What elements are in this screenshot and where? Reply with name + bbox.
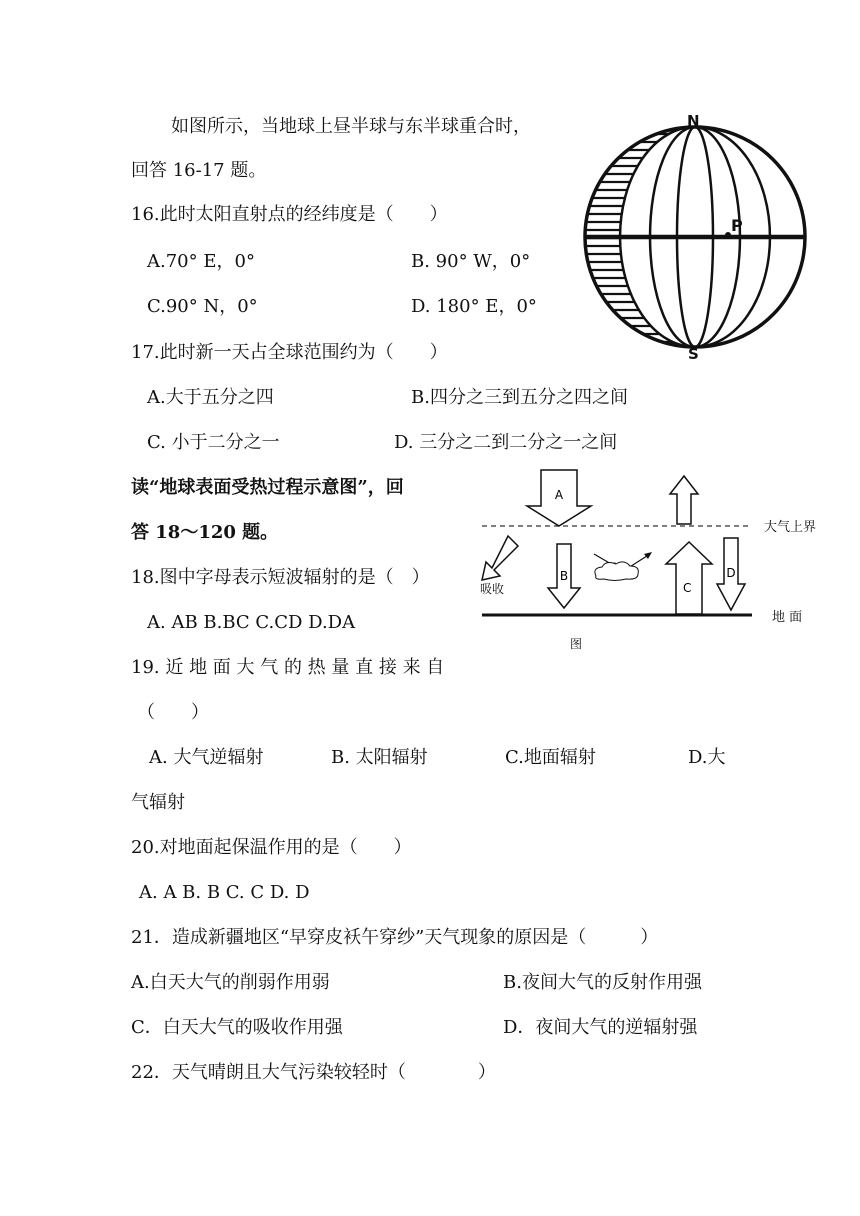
arrow-d-label: D (726, 566, 736, 580)
arrow-c-label: C (683, 581, 692, 595)
cloud-icon (595, 562, 638, 581)
heat-process-figure (478, 464, 838, 654)
q19-option-b: B. 太阳辐射 (331, 747, 428, 768)
q21-option-d: D．夜间大气的逆辐射强 (503, 1017, 698, 1038)
q19-paren: （ ） (137, 702, 209, 723)
north-label: N (687, 112, 700, 130)
q16-option-d: D. 180° E，0° (411, 296, 537, 317)
arrow-c (666, 542, 712, 614)
q22-stem: 22．天气晴朗且大气污染较轻时（ ） (131, 1062, 496, 1083)
ground-label: 地 面 (772, 610, 803, 625)
globe-figure (582, 112, 818, 362)
q18-options: A. AB B.BC C.CD D.DA (147, 612, 356, 633)
q17-option-d: D. 三分之二到二分之一之间 (394, 432, 618, 453)
figure-caption: 图 (570, 637, 583, 651)
q17-option-c: C. 小于二分之一 (147, 432, 280, 453)
q21-stem: 21．造成新疆地区“早穿皮袄午穿纱”天气现象的原因是（ ） (131, 927, 659, 948)
intro-line-1: 如图所示，当地球上昼半球与东半球重合时， (171, 116, 531, 137)
arrow-a-label: A (554, 488, 564, 502)
q20-stem: 20.对地面起保温作用的是（ ） (131, 837, 412, 858)
q17-stem: 17.此时新一天占全球范围约为（ ） (131, 342, 448, 363)
q16-option-b: B. 90° W，0° (411, 251, 531, 272)
arrow-b-label: B (559, 569, 569, 583)
q17-option-b: B.四分之三到五分之四之间 (411, 387, 628, 408)
q16-option-c: C.90° N，0° (147, 296, 258, 317)
absorb-label: 吸收 (480, 582, 505, 596)
intro-line-2: 回答 16-17 题。 (131, 160, 267, 181)
q16-stem: 16.此时太阳直射点的经纬度是（ ） (131, 204, 448, 225)
q16-option-a: A.70° E，0° (147, 251, 255, 272)
q20-options: A. A B. B C. C D. D (139, 882, 310, 903)
q19-option-d: D.大 (688, 747, 726, 768)
q21-option-c: C．白天大气的吸收作用强 (131, 1017, 343, 1038)
q17-option-a: A.大于五分之四 (147, 387, 274, 408)
q19-option-d-continued: 气辐射 (131, 792, 185, 813)
q18-stem: 18.图中字母表示短波辐射的是（ ） (131, 567, 430, 588)
south-label: S (688, 345, 699, 362)
point-p-label: P (731, 216, 743, 235)
q21-option-a: A.白天大气的削弱作用弱 (131, 972, 330, 993)
small-up-arrow (670, 476, 698, 524)
reflection-arrow (482, 536, 518, 580)
q19-option-a: A. 大气逆辐射 (149, 747, 264, 768)
section2-line-2: 答 18～120 题。 (131, 522, 279, 543)
q21-option-b: B.夜间大气的反射作用强 (503, 972, 702, 993)
section2-line-1: 读“地球表面受热过程示意图”，回 (131, 477, 404, 498)
upper-boundary-label: 大气上界 (764, 520, 817, 535)
q19-stem: 19. 近 地 面 大 气 的 热 量 直 接 来 自 (131, 657, 445, 678)
q19-option-c: C.地面辐射 (505, 747, 596, 768)
